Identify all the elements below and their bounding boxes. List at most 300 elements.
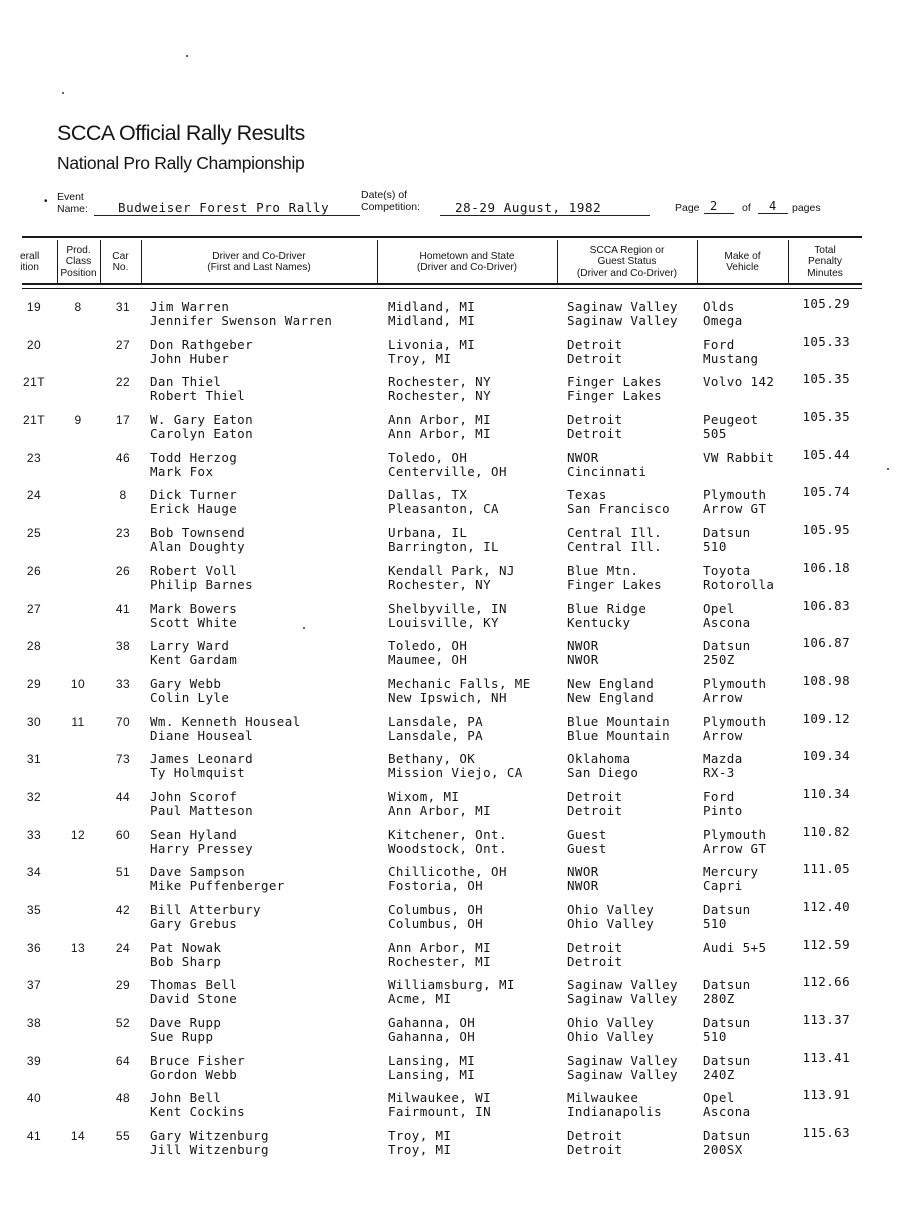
codriver-region: Blue Mountain — [567, 727, 671, 743]
codriver-name: Philip Barnes — [150, 576, 254, 592]
regions — [567, 828, 607, 856]
hometowns — [388, 903, 483, 931]
driver-region: Detroit — [567, 788, 623, 804]
driver-names — [150, 677, 229, 705]
vehicle-make: Datsun — [703, 638, 751, 654]
vehicle-make: Olds — [703, 299, 735, 314]
vehicle — [703, 1054, 751, 1082]
col-header-make: Make of Vehicle — [724, 250, 761, 273]
codriver-hometown: Barrington, IL — [388, 539, 499, 555]
vehicle-model: Rotorolla — [703, 576, 775, 592]
regions — [567, 639, 599, 667]
driver-name: Bob Townsend — [150, 525, 246, 541]
codriver-region: Cincinnati — [567, 463, 647, 479]
regions — [567, 978, 678, 1006]
penalty-minutes: 113.41 — [802, 1049, 850, 1065]
driver-region: Saginaw Valley — [567, 977, 678, 993]
hometowns — [388, 1129, 451, 1157]
car-number: 8 — [119, 488, 127, 503]
vehicle-model: Omega — [703, 313, 743, 328]
codriver-name: Diane Houseal — [150, 727, 254, 743]
driver-hometown: Livonia, MI — [388, 336, 476, 352]
col-header-car-number: Car No. — [112, 250, 129, 273]
codriver-region: Saginaw Valley — [567, 991, 678, 1007]
hometowns — [388, 978, 515, 1006]
driver-name: Mark Bowers — [150, 600, 238, 616]
results-row — [0, 1087, 900, 1129]
codriver-hometown: Rochester, MI — [388, 953, 492, 969]
driver-region: Detroit — [567, 336, 623, 352]
results-row — [0, 409, 900, 451]
results-row — [0, 785, 900, 828]
driver-hometown: Lansing, MI — [388, 1052, 476, 1068]
overall-position: 28 — [26, 639, 42, 654]
codriver-hometown: Mission Viejo, CA — [388, 765, 523, 781]
driver-names — [150, 715, 301, 743]
vehicle-make: Plymouth — [703, 826, 767, 842]
date-underline — [440, 215, 650, 216]
overall-position: 27 — [26, 601, 42, 616]
car-number: 48 — [115, 1091, 131, 1106]
codriver-hometown: Pleasanton, CA — [388, 501, 499, 517]
results-row — [0, 1012, 900, 1054]
driver-region: Detroit — [567, 939, 623, 955]
driver-name: John Scorof — [150, 788, 238, 804]
codriver-name: Harry Pressey — [150, 840, 254, 856]
codriver-name: Jill Witzenburg — [150, 1142, 269, 1158]
bullet-mark: • — [44, 196, 48, 207]
regions — [567, 338, 622, 366]
total-pages-underline — [758, 213, 788, 214]
driver-name: Dick Turner — [150, 487, 238, 503]
codriver-hometown: Lansing, MI — [388, 1066, 476, 1082]
vehicle-make: Datsun — [703, 977, 751, 993]
codriver-region: Guest — [567, 840, 607, 856]
header-top-rule — [22, 236, 862, 238]
driver-name: Gary Witzenburg — [150, 1128, 269, 1144]
driver-region: Finger Lakes — [567, 374, 663, 390]
page-title: SCCA Official Rally Results — [57, 121, 305, 145]
hometowns — [388, 1016, 475, 1044]
event-name: Budweiser Forest Pro Rally — [118, 200, 330, 215]
codriver-name: Carolyn Eaton — [150, 426, 254, 442]
regions — [567, 1129, 622, 1157]
driver-region: Milwaukee — [567, 1090, 639, 1106]
results-row — [0, 710, 900, 753]
driver-region: Blue Mountain — [567, 713, 671, 729]
regions — [567, 413, 622, 441]
penalty-minutes: 111.05 — [802, 861, 850, 877]
vehicle-model: 510 — [703, 539, 727, 555]
hometowns — [388, 677, 531, 705]
penalty-minutes: 106.18 — [802, 559, 850, 575]
results-row — [0, 899, 900, 941]
hometowns — [388, 790, 491, 818]
vehicle-model: Arrow — [703, 727, 743, 743]
overall-position: 40 — [26, 1091, 42, 1106]
vehicle — [703, 941, 766, 955]
codriver-hometown: Ann Arbor, MI — [388, 426, 492, 442]
codriver-name: Erick Hauge — [150, 501, 238, 517]
col-header-class-position: Prod. Class Position — [60, 244, 97, 279]
regions — [567, 752, 638, 780]
driver-name: James Leonard — [150, 751, 254, 767]
vehicle-make: Plymouth — [703, 675, 767, 691]
driver-name: Wm. Kenneth Houseal — [150, 713, 301, 729]
driver-hometown: Lansdale, PA — [388, 713, 484, 729]
regions — [567, 300, 678, 328]
penalty-minutes: 115.63 — [802, 1125, 850, 1141]
codriver-hometown: Ann Arbor, MI — [388, 802, 492, 818]
codriver-region: Finger Lakes — [567, 576, 663, 592]
overall-position: 32 — [26, 789, 42, 804]
codriver-name: Robert Thiel — [150, 388, 246, 404]
overall-position: 24 — [26, 488, 42, 503]
regions — [567, 375, 662, 403]
pages-label: pages — [792, 202, 821, 214]
car-number: 24 — [115, 940, 131, 955]
codriver-region: Central Ill. — [567, 539, 663, 555]
driver-region: Detroit — [567, 412, 623, 428]
car-number: 46 — [115, 450, 131, 465]
codriver-region: Indianapolis — [567, 1104, 663, 1120]
penalty-minutes: 112.40 — [802, 899, 850, 914]
codriver-region: NWOR — [567, 652, 599, 668]
car-number: 27 — [115, 337, 131, 352]
driver-hometown: Mechanic Falls, ME — [388, 675, 531, 691]
event-label: Event Name: — [57, 191, 88, 215]
class-position: 10 — [70, 676, 86, 691]
vehicle-make: Audi 5+5 — [703, 939, 767, 955]
codriver-hometown: Gahanna, OH — [388, 1029, 476, 1045]
codriver-hometown: Rochester, NY — [388, 388, 492, 404]
vehicle-make: Mazda — [703, 751, 743, 767]
car-number: 42 — [115, 903, 131, 917]
codriver-hometown: Fostoria, OH — [388, 878, 484, 894]
results-row — [0, 672, 900, 715]
driver-names — [150, 1129, 269, 1157]
vehicle-make: Opel — [703, 1090, 735, 1106]
driver-hometown: Gahanna, OH — [388, 1015, 476, 1031]
overall-position: 20 — [26, 337, 42, 352]
codriver-hometown: Columbus, OH — [388, 916, 484, 931]
driver-hometown: Columbus, OH — [388, 902, 484, 917]
overall-position: 26 — [26, 563, 42, 578]
page-subtitle: National Pro Rally Championship — [57, 153, 305, 173]
page-number-underline — [704, 213, 734, 214]
driver-hometown: Shelbyville, IN — [388, 600, 507, 616]
hometowns — [388, 1091, 491, 1119]
penalty-minutes: 109.12 — [802, 710, 850, 726]
vehicle-make: Datsun — [703, 1015, 751, 1031]
penalty-minutes: 108.98 — [802, 672, 850, 688]
vehicle-model: RX-3 — [703, 765, 735, 781]
col-header-driver: Driver and Co-Driver (First and Last Names) — [207, 250, 311, 273]
hometowns — [388, 602, 507, 630]
codriver-name: Gordon Webb — [150, 1066, 238, 1082]
vehicle-make: Plymouth — [703, 713, 767, 729]
scan-speck — [62, 92, 64, 94]
codriver-name: Mike Puffenberger — [150, 878, 285, 894]
driver-names — [150, 1054, 245, 1082]
driver-name: Dave Sampson — [150, 864, 246, 880]
driver-names — [150, 941, 221, 969]
driver-name: Don Rathgeber — [150, 336, 254, 352]
car-number: 41 — [115, 601, 131, 616]
codriver-name: Sue Rupp — [150, 1029, 214, 1045]
vehicle — [703, 526, 751, 554]
driver-region: Ohio Valley — [567, 902, 655, 917]
codriver-region: San Francisco — [567, 501, 671, 517]
codriver-region: Ohio Valley — [567, 916, 655, 931]
results-row — [0, 635, 900, 677]
vehicle-model: 280Z — [703, 991, 735, 1007]
overall-position: 36 — [26, 940, 42, 955]
codriver-name: David Stone — [150, 991, 238, 1007]
vehicle-model: 200SX — [703, 1142, 743, 1158]
car-number: 51 — [115, 865, 131, 880]
hometowns — [388, 1054, 475, 1082]
overall-position: 21T — [23, 375, 45, 390]
header-bottom-rule-thin — [22, 288, 862, 289]
regions — [567, 941, 622, 969]
overall-position: 35 — [26, 903, 42, 917]
vehicle — [703, 375, 774, 389]
results-row — [0, 522, 900, 564]
results-row — [0, 1125, 900, 1167]
car-number: 22 — [115, 375, 131, 390]
regions — [567, 790, 622, 818]
regions — [567, 903, 654, 931]
codriver-name: Mark Fox — [150, 463, 214, 479]
vehicle — [703, 488, 766, 516]
class-position: 9 — [74, 413, 82, 428]
driver-names — [150, 978, 237, 1006]
hometowns — [388, 564, 515, 592]
driver-names — [150, 828, 253, 856]
codriver-hometown: Troy, MI — [388, 1142, 452, 1158]
codriver-hometown: Louisville, KY — [388, 614, 499, 630]
driver-region: New England — [567, 675, 655, 691]
hometowns — [388, 300, 475, 328]
driver-name: Bill Atterbury — [150, 902, 261, 917]
car-number: 38 — [115, 639, 131, 654]
overall-position: 21T — [23, 413, 45, 428]
driver-name: Jim Warren — [150, 299, 230, 314]
codriver-hometown: Rochester, NY — [388, 576, 492, 592]
col-header-region: SCCA Region or Guest Status (Driver and Co-Driver) — [576, 244, 678, 279]
results-row — [0, 936, 900, 979]
driver-hometown: Toledo, OH — [388, 449, 468, 465]
driver-names — [150, 375, 245, 403]
driver-region: Texas — [567, 487, 607, 503]
driver-region: NWOR — [567, 864, 599, 880]
driver-name: Sean Hyland — [150, 826, 238, 842]
car-number: 52 — [115, 1016, 131, 1031]
regions — [567, 677, 654, 705]
codriver-region: NWOR — [567, 878, 599, 894]
overall-position: 39 — [26, 1053, 42, 1068]
car-number: 31 — [115, 300, 131, 314]
driver-region: Guest — [567, 826, 607, 842]
codriver-hometown: Troy, MI — [388, 350, 452, 366]
car-number: 44 — [115, 789, 131, 804]
regions — [567, 715, 670, 743]
driver-region: NWOR — [567, 449, 599, 465]
driver-name: Todd Herzog — [150, 449, 238, 465]
penalty-minutes: 105.95 — [802, 522, 850, 538]
class-position: 14 — [70, 1129, 86, 1144]
hometowns — [388, 526, 499, 554]
penalty-minutes: 113.91 — [802, 1087, 850, 1103]
header-bottom-rule — [22, 283, 862, 285]
penalty-minutes: 109.34 — [802, 748, 850, 764]
car-number: 55 — [115, 1129, 131, 1144]
hometowns — [388, 828, 507, 856]
regions — [567, 1016, 654, 1044]
vehicle-model: Arrow GT — [703, 840, 767, 856]
driver-region: Saginaw Valley — [567, 299, 678, 314]
overall-position: 23 — [26, 450, 42, 465]
driver-hometown: Kendall Park, NJ — [388, 562, 515, 578]
penalty-minutes: 113.37 — [802, 1012, 850, 1028]
driver-names — [150, 865, 285, 893]
penalty-minutes: 105.29 — [802, 296, 850, 311]
driver-names — [150, 300, 332, 328]
driver-names — [150, 1016, 221, 1044]
codriver-name: Bob Sharp — [150, 953, 222, 969]
vehicle — [703, 639, 751, 667]
driver-hometown: Bethany, OK — [388, 751, 476, 767]
hometowns — [388, 488, 499, 516]
vehicle-make: Ford — [703, 788, 735, 804]
vehicle — [703, 715, 766, 743]
hometowns — [388, 338, 475, 366]
codriver-name: Kent Cockins — [150, 1104, 246, 1120]
codriver-hometown: Lansdale, PA — [388, 727, 484, 743]
driver-region: Detroit — [567, 1128, 623, 1144]
results-row — [0, 1049, 900, 1092]
results-row — [0, 484, 900, 526]
vehicle — [703, 1129, 751, 1157]
vehicle-make: VW Rabbit — [703, 449, 775, 465]
driver-hometown: Wixom, MI — [388, 788, 460, 804]
driver-names — [150, 639, 237, 667]
codriver-name: Colin Lyle — [150, 689, 230, 705]
driver-name: W. Gary Eaton — [150, 412, 254, 428]
class-position: 8 — [74, 300, 82, 314]
driver-name: Robert Voll — [150, 562, 238, 578]
vehicle-make: Toyota — [703, 562, 751, 578]
car-number: 26 — [115, 563, 131, 578]
driver-hometown: Troy, MI — [388, 1128, 452, 1144]
driver-name: Larry Ward — [150, 638, 230, 654]
penalty-minutes: 105.35 — [802, 371, 850, 387]
overall-position: 25 — [26, 526, 42, 541]
codriver-hometown: Acme, MI — [388, 991, 452, 1007]
driver-name: Thomas Bell — [150, 977, 238, 993]
results-row — [0, 446, 900, 489]
codriver-region: Saginaw Valley — [567, 313, 678, 328]
driver-names — [150, 488, 237, 516]
codriver-name: Alan Doughty — [150, 539, 246, 555]
col-header-overall-position: erall ition — [20, 250, 40, 273]
penalty-minutes: 105.33 — [802, 333, 850, 349]
overall-position: 19 — [26, 300, 42, 314]
driver-hometown: Milwaukee, WI — [388, 1090, 492, 1106]
driver-name: Dan Thiel — [150, 374, 222, 390]
overall-position: 33 — [26, 827, 42, 842]
col-header-penalty: Total Penalty Minutes — [807, 244, 843, 279]
penalty-minutes: 112.66 — [802, 974, 850, 990]
codriver-region: Finger Lakes — [567, 388, 663, 404]
penalty-minutes: 110.82 — [802, 823, 850, 839]
vehicle-make: Datsun — [703, 1128, 751, 1144]
car-number: 33 — [115, 676, 131, 691]
driver-region: NWOR — [567, 638, 599, 654]
codriver-region: Detroit — [567, 426, 623, 442]
driver-hometown: Ann Arbor, MI — [388, 939, 492, 955]
vehicle-make: Ford — [703, 336, 735, 352]
vehicle-model: Pinto — [703, 802, 743, 818]
vehicle-make: Opel — [703, 600, 735, 616]
driver-names — [150, 752, 253, 780]
driver-names — [150, 790, 253, 818]
codriver-region: Detroit — [567, 1142, 623, 1158]
vehicle — [703, 1091, 751, 1119]
hometowns — [388, 941, 491, 969]
class-position: 12 — [70, 827, 86, 842]
driver-region: Blue Mtn. — [567, 562, 639, 578]
codriver-hometown: Maumee, OH — [388, 652, 468, 668]
hometowns — [388, 413, 491, 441]
vehicle-model: 250Z — [703, 652, 735, 668]
vehicle-make: Datsun — [703, 525, 751, 541]
regions — [567, 1054, 678, 1082]
vehicle-make: Plymouth — [703, 487, 767, 503]
penalty-minutes: 106.83 — [802, 597, 850, 613]
results-row — [0, 974, 900, 1016]
overall-position: 29 — [26, 676, 42, 691]
driver-region: Central Ill. — [567, 525, 663, 541]
codriver-name: Gary Grebus — [150, 916, 238, 931]
driver-names — [150, 413, 253, 441]
codriver-hometown: Fairmount, IN — [388, 1104, 492, 1120]
hometowns — [388, 715, 483, 743]
driver-hometown: Toledo, OH — [388, 638, 468, 654]
of-label: of — [742, 202, 751, 214]
vehicle — [703, 790, 743, 818]
overall-position: 38 — [26, 1016, 42, 1031]
event-name-underline — [94, 215, 360, 216]
page-number: 2 — [710, 199, 718, 213]
codriver-name: Paul Matteson — [150, 802, 254, 818]
driver-region: Saginaw Valley — [567, 1052, 678, 1068]
results-row — [0, 296, 900, 338]
results-row — [0, 597, 900, 640]
vehicle — [703, 300, 743, 328]
codriver-region: Detroit — [567, 953, 623, 969]
codriver-name: Scott White — [150, 614, 238, 630]
car-number: 23 — [115, 526, 131, 541]
car-number: 70 — [115, 714, 131, 729]
driver-region: Ohio Valley — [567, 1015, 655, 1031]
regions — [567, 564, 662, 592]
car-number: 29 — [115, 978, 131, 993]
driver-names — [150, 451, 237, 479]
vehicle — [703, 903, 751, 931]
col-header-hometown: Hometown and State (Driver and Co-Driver) — [416, 250, 518, 273]
